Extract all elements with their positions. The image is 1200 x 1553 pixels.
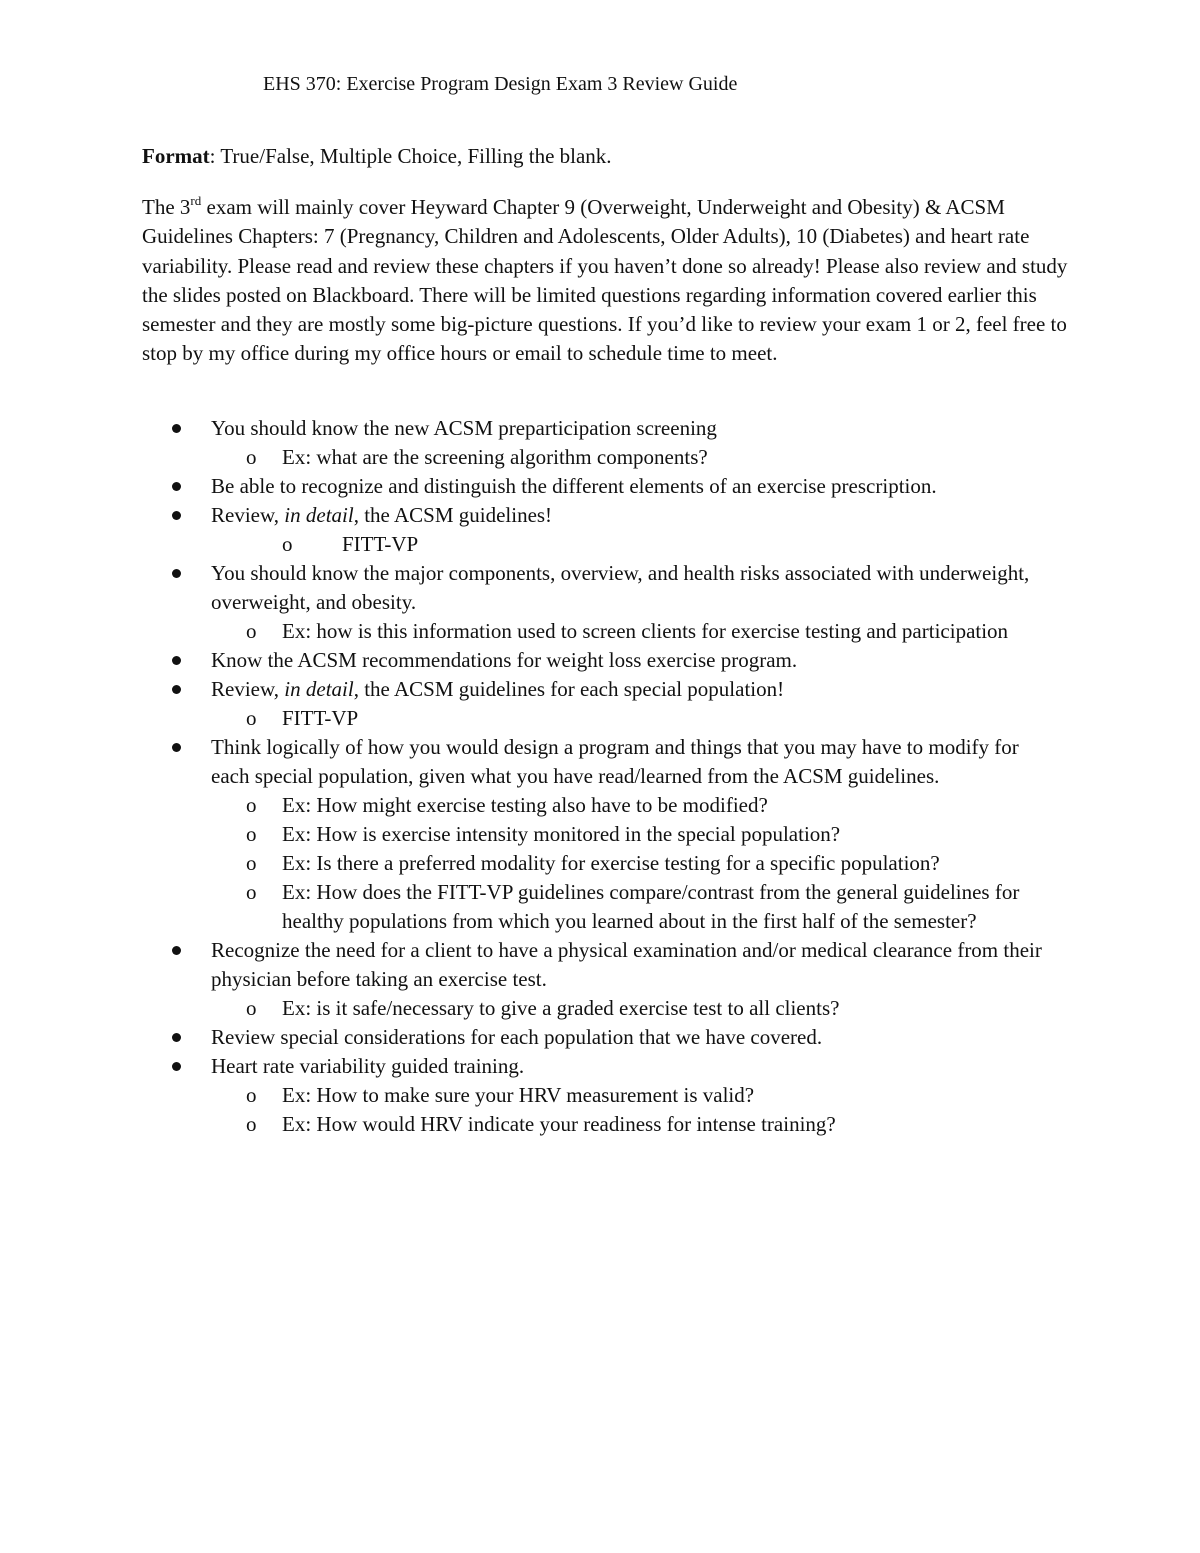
- list-item-text: You should know the new ACSM preparticipation screening: [211, 416, 717, 440]
- sub-list-item-text: Ex: How is exercise intensity monitored in the special population?: [282, 822, 841, 846]
- list-item-text: Be able to recognize and distinguish the different elements of an exercise prescription.: [211, 474, 937, 498]
- bullet-icon: [172, 1062, 181, 1071]
- list-item: [0, 501, 1061, 530]
- sub-bullet-icon: o: [246, 445, 257, 469]
- list-item-emphasis: in detail: [284, 677, 354, 701]
- list-item: [0, 646, 1061, 675]
- sub-list-item-text: Ex: is it safe/necessary to give a graded exercise test to all clients?: [282, 996, 840, 1020]
- sub-bullet-icon: o: [246, 1112, 257, 1136]
- intro-part2: exam will mainly cover Heyward Chapter 9 (Overweight, Underweight and Obesity) & ACSM Guidelines Chapters: 7 (Pregnancy, Children and Adolescents, Older Adults), 10 (Diabetes) and heart rate variability. Please read and review these chapters if you haven’t done so already! Please also review and study the slides posted on Blackboard. There will be limited questions regarding information covered earlier this semester and they are mostly some big-picture questions. If you’d like to review your exam 1 or 2, feel free to stop by my office during my office hours or email to schedule time to meet.: [142, 195, 1068, 366]
- document-title: EHS 370: Exercise Program Design Exam 3 Review Guide: [263, 73, 738, 95]
- sub-list-item-text: Ex: How to make sure your HRV measurement is valid?: [282, 1083, 755, 1107]
- sub-list-item: [0, 849, 1062, 878]
- list-item-text: Know the ACSM recommendations for weight loss exercise program.: [211, 648, 798, 672]
- list-item-post: , the ACSM guidelines for each special population!: [353, 677, 785, 701]
- bullet-icon: [172, 482, 181, 491]
- sub-bullet-icon: o: [282, 532, 293, 556]
- sub-bullet-icon: o: [246, 822, 257, 846]
- list-item-text: Heart rate variability guided training.: [211, 1054, 525, 1078]
- sub-list-item: [0, 820, 1062, 849]
- list-item: [0, 1052, 1061, 1081]
- sub-list-item-text: Ex: Is there a preferred modality for exercise testing for a specific population?: [282, 851, 940, 875]
- bullet-icon: [172, 569, 181, 578]
- list-item-text: Recognize the need for a client to have a physical examination and/or medical clearance from their physician before taking an exercise test.: [211, 938, 1042, 991]
- list-item-text: Review special considerations for each population that we have covered.: [211, 1025, 823, 1049]
- sub-list-item-text: Ex: How might exercise testing also have to be modified?: [282, 793, 768, 817]
- sub-bullet-icon: o: [246, 996, 257, 1020]
- list-item-emphasis: in detail: [284, 503, 354, 527]
- bullet-icon: [172, 743, 181, 752]
- sub-list-item-text: Ex: How would HRV indicate your readiness for intense training?: [282, 1112, 836, 1136]
- sub-list-item: [0, 791, 1062, 820]
- bullet-icon: [172, 656, 181, 665]
- format-text: : True/False, Multiple Choice, Filling the blank.: [209, 144, 612, 168]
- sub-list-item: [0, 443, 1062, 472]
- sub-list-item: [0, 704, 1062, 733]
- list-item: [0, 733, 1061, 791]
- sub-bullet-icon: o: [246, 706, 257, 730]
- sub-list-item-text: Ex: How does the FITT-VP guidelines compare/contrast from the general guidelines for healthy populations from which you learned about in the first half of the semester?: [282, 880, 1020, 933]
- sub-list-item-text: Ex: how is this information used to screen clients for exercise testing and participation: [282, 619, 1009, 643]
- sub-list-item: [0, 1081, 1062, 1110]
- bullet-icon: [172, 685, 181, 694]
- sub-list-item: [0, 994, 1062, 1023]
- bullet-icon: [172, 1033, 181, 1042]
- sub-list-item-text: Ex: what are the screening algorithm components?: [282, 445, 708, 469]
- list-item-text: You should know the major components, overview, and health risks associated with underweight, overweight, and obesity.: [211, 561, 1030, 614]
- sub-list-item: [0, 878, 1062, 936]
- intro-part1: The 3: [142, 195, 191, 219]
- sub-bullet-icon: o: [246, 793, 257, 817]
- intro-paragraph: [142, 193, 1077, 369]
- sub-list-item: [0, 530, 1122, 559]
- format-line: [142, 141, 612, 171]
- list-item: [0, 675, 1061, 704]
- list-item-pre: Review,: [211, 503, 285, 527]
- list-item: [0, 1023, 1061, 1052]
- sub-list-item: [0, 617, 1062, 646]
- bullet-icon: [172, 511, 181, 520]
- sub-list-item: [0, 1110, 1062, 1139]
- list-item-pre: Review,: [211, 677, 285, 701]
- sub-list-item-text: FITT-VP: [282, 706, 359, 730]
- sub-bullet-icon: o: [246, 619, 257, 643]
- bullet-icon: [172, 424, 181, 433]
- bullet-icon: [172, 946, 181, 955]
- intro-superscript: rd: [190, 193, 202, 208]
- format-label: Format: [142, 144, 210, 168]
- list-item: [0, 936, 1061, 994]
- list-item-text: Think logically of how you would design a program and things that you may have to modify for each special population, given what you have read/learned from the ACSM guidelines.: [211, 735, 1019, 788]
- sub-bullet-icon: o: [246, 851, 257, 875]
- list-item-post: , the ACSM guidelines!: [353, 503, 553, 527]
- list-item: [0, 559, 1061, 617]
- sub-list-item-text: FITT-VP: [342, 532, 419, 556]
- sub-bullet-icon: o: [246, 1083, 257, 1107]
- sub-bullet-icon: o: [246, 880, 257, 904]
- list-item: [0, 414, 1061, 443]
- list-item: [0, 472, 1061, 501]
- review-list: [0, 414, 1200, 1139]
